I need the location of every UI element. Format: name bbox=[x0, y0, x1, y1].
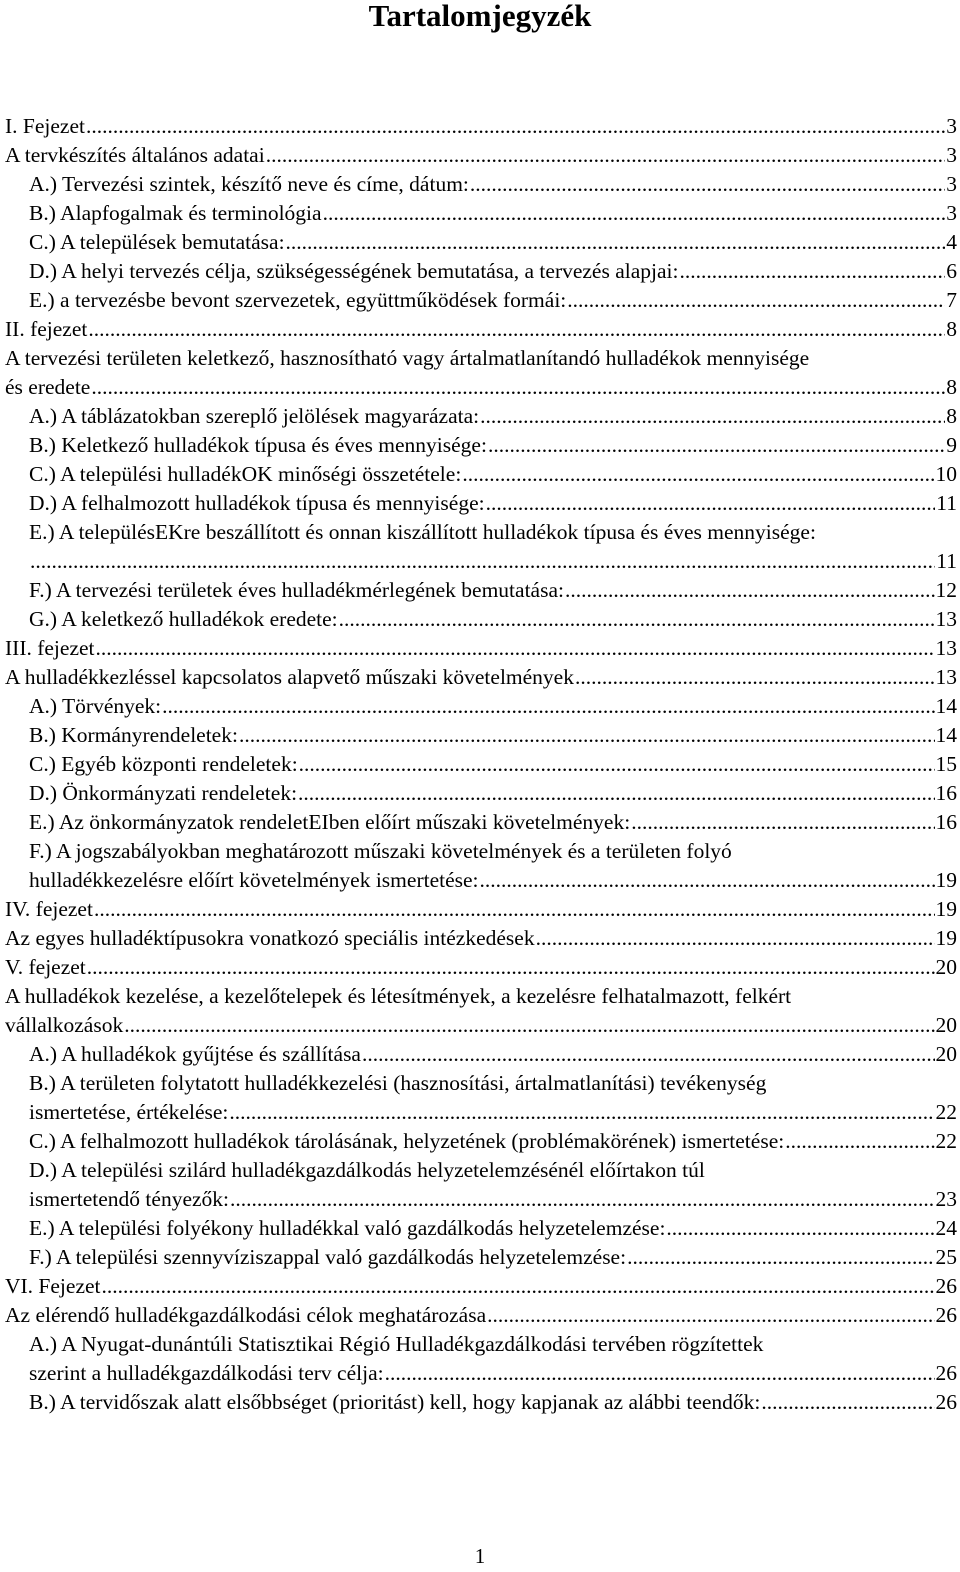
toc-entry-page: 8 bbox=[945, 315, 957, 344]
toc-entry-page: 9 bbox=[945, 431, 957, 460]
toc-entry-page: 3 bbox=[945, 112, 957, 141]
toc-entry-title: E.) a tervezésbe bevont szervezetek, együttműködések formái: ..... bbox=[29, 288, 566, 312]
toc-entry-title: A.) A Nyugat-dunántúli Statisztikai Régió Hulladékgazdálkodási tervében rögzítettek bbox=[29, 1332, 764, 1356]
toc-entry-title: A tervezési területen keletkező, hasznosítható vagy ártalmatlanítandó hulladékok mennyisége bbox=[5, 346, 810, 370]
toc-entry[interactable] bbox=[5, 1272, 957, 1301]
toc-entry-page: 25 bbox=[935, 1243, 958, 1272]
toc-entry-page: 3 bbox=[945, 141, 957, 170]
toc-entry[interactable] bbox=[5, 1040, 957, 1069]
toc-entry-page: 8 bbox=[945, 373, 957, 402]
toc-entry-title: A hulladékok kezelése, a kezelőtelepek és létesítmények, a kezelésre felhatalmazott, felkért bbox=[5, 984, 792, 1008]
toc-entry-page: 20 bbox=[935, 1040, 958, 1069]
toc-entry-title: III. fejezet ..... bbox=[5, 636, 95, 660]
toc-entry-page: 22 bbox=[935, 1127, 958, 1156]
toc-entry-title: B.) A tervidőszak alatt elsőbbséget (prioritást) kell, hogy kapjanak az alábbi teendők: ..... bbox=[29, 1390, 760, 1414]
toc-entry-page: 14 bbox=[935, 721, 958, 750]
toc-entry-title-end: és eredete ..... bbox=[5, 375, 90, 399]
toc-entry-title-end: ismertetendő tényezők: ..... bbox=[29, 1187, 229, 1211]
toc-entry-title: A.) Tervezési szintek, készítő neve és címe, dátum: ..... bbox=[29, 172, 469, 196]
toc-entry-page: 7 bbox=[945, 286, 957, 315]
toc-entry-title: B.) A területen folytatott hulladékkezelési (hasznosítási, ártalmatlanítási) tevékenység bbox=[29, 1071, 767, 1095]
toc-entry[interactable] bbox=[5, 982, 957, 1040]
toc-entry-page: 26 bbox=[935, 1388, 958, 1417]
toc-entry-title: Az elérendő hulladékgazdálkodási célok meghatározása ..... bbox=[5, 1303, 486, 1327]
toc-entry[interactable] bbox=[5, 663, 957, 692]
toc-entry-title: I. Fejezet ..... bbox=[5, 114, 85, 138]
toc-entry-title: C.) A felhalmozott hulladékok tárolásának, helyzetének (problémakörének) ismertetése: ..... bbox=[29, 1129, 784, 1153]
toc-entry-title: Az egyes hulladéktípusokra vonatkozó speciális intézkedések ..... bbox=[5, 926, 535, 950]
toc-entry-title: A.) A hulladékok gyűjtése és szállítása ..... bbox=[29, 1042, 361, 1066]
toc-entry-page: 15 bbox=[935, 750, 958, 779]
toc-entry[interactable] bbox=[5, 170, 957, 199]
toc-entry[interactable] bbox=[5, 924, 957, 953]
toc-entry[interactable] bbox=[5, 895, 957, 924]
toc-entry-title-end: ismertetése, értékelése: ..... bbox=[29, 1100, 228, 1124]
toc-entry[interactable] bbox=[5, 286, 957, 315]
toc-entry-title: A tervkészítés általános adatai ..... bbox=[5, 143, 265, 167]
toc-entry-title: C.) A települések bemutatása: ..... bbox=[29, 230, 285, 254]
toc-entry-page: 10 bbox=[935, 460, 958, 489]
table-of-contents bbox=[5, 112, 957, 1417]
toc-entry-title-end: szerint a hulladékgazdálkodási terv célja: ..... bbox=[29, 1361, 384, 1385]
toc-entry-title: A hulladékkezléssel kapcsolatos alapvető műszaki követelmények ..... bbox=[5, 665, 574, 689]
toc-entry[interactable] bbox=[5, 489, 957, 518]
toc-entry[interactable] bbox=[5, 518, 957, 576]
toc-entry-title: F.) A jogszabályokban meghatározott műszaki követelmények és a területen folyó bbox=[29, 839, 732, 863]
toc-entry[interactable] bbox=[5, 344, 957, 402]
toc-entry[interactable] bbox=[5, 953, 957, 982]
toc-entry[interactable] bbox=[5, 1330, 957, 1388]
toc-entry-page: 26 bbox=[935, 1272, 958, 1301]
toc-entry[interactable] bbox=[5, 199, 957, 228]
toc-entry-title-end: hulladékkezelésre előírt követelmények ismertetése: ..... bbox=[29, 868, 479, 892]
toc-entry-title: V. fejezet ..... bbox=[5, 955, 86, 979]
toc-entry-title: VI. Fejezet ..... bbox=[5, 1274, 101, 1298]
toc-entry-title: A.) A táblázatokban szereplő jelölések magyarázata: ..... bbox=[29, 404, 479, 428]
toc-entry-page: 16 bbox=[935, 808, 958, 837]
toc-entry-title: II. fejezet ..... bbox=[5, 317, 87, 341]
toc-entry-page: 26 bbox=[935, 1359, 958, 1388]
toc-entry-title: D.) A helyi tervezés célja, szükségességének bemutatása, a tervezés alapjai: ..... bbox=[29, 259, 679, 283]
toc-entry-page: 13 bbox=[935, 663, 958, 692]
toc-entry[interactable] bbox=[5, 750, 957, 779]
toc-entry[interactable] bbox=[5, 605, 957, 634]
toc-entry[interactable] bbox=[5, 141, 957, 170]
toc-entry-page: 19 bbox=[935, 924, 958, 953]
toc-entry-page: 12 bbox=[935, 576, 958, 605]
toc-entry-page: 20 bbox=[935, 953, 958, 982]
toc-entry-page: 23 bbox=[935, 1185, 958, 1214]
toc-entry-page: 16 bbox=[935, 779, 958, 808]
toc-entry[interactable] bbox=[5, 460, 957, 489]
toc-entry-title: B.) Alapfogalmak és terminológia ..... bbox=[29, 201, 322, 225]
toc-entry[interactable] bbox=[5, 721, 957, 750]
page-title: Tartalomjegyzék bbox=[368, 0, 592, 33]
toc-entry[interactable] bbox=[5, 112, 957, 141]
toc-entry-page: 26 bbox=[935, 1301, 958, 1330]
toc-entry-page: 8 bbox=[945, 402, 957, 431]
toc-entry-title: IV. fejezet ..... bbox=[5, 897, 93, 921]
toc-entry-title: D.) Önkormányzati rendeletek: ..... bbox=[29, 781, 297, 805]
toc-entry-page: 11 bbox=[935, 547, 957, 576]
toc-entry[interactable] bbox=[5, 402, 957, 431]
toc-entry[interactable] bbox=[5, 1243, 957, 1272]
toc-entry[interactable] bbox=[5, 1156, 957, 1214]
toc-entry[interactable] bbox=[5, 1388, 957, 1417]
toc-entry[interactable] bbox=[5, 1301, 957, 1330]
toc-entry-title: D.) A települési szilárd hulladékgazdálkodás helyzetelemzésénél előírtakon túl bbox=[29, 1158, 705, 1182]
toc-entry-title: D.) A felhalmozott hulladékok típusa és mennyisége: ..... bbox=[29, 491, 485, 515]
toc-entry-title: C.) Egyéb központi rendeletek: ..... bbox=[29, 752, 298, 776]
toc-entry-page: 3 bbox=[945, 199, 957, 228]
toc-entry-title: F.) A települési szennyvíziszappal való gazdálkodás helyzetelemzése: ..... bbox=[29, 1245, 626, 1269]
toc-entry-title: E.) A települési folyékony hulladékkal való gazdálkodás helyzetelemzése: ..... bbox=[29, 1216, 665, 1240]
toc-entry-page: 4 bbox=[945, 228, 957, 257]
toc-entry[interactable] bbox=[5, 837, 957, 895]
toc-entry[interactable] bbox=[5, 808, 957, 837]
toc-entry-page: 13 bbox=[935, 634, 958, 663]
toc-entry-page: 3 bbox=[945, 170, 957, 199]
toc-entry-title-end: vállalkozások ..... bbox=[5, 1013, 123, 1037]
toc-entry[interactable] bbox=[5, 431, 957, 460]
toc-entry-title: G.) A keletkező hulladékok eredete: ..... bbox=[29, 607, 338, 631]
toc-entry-title: A.) Törvények: ..... bbox=[29, 694, 161, 718]
toc-entry-title: E.) A településEKre beszállított és onnan kiszállított hulladékok típusa és éves mennyisége: bbox=[29, 520, 816, 544]
toc-entry[interactable] bbox=[5, 1069, 957, 1127]
toc-entry-page: 13 bbox=[935, 605, 958, 634]
toc-entry-page: 11 bbox=[935, 489, 957, 518]
toc-entry-title: C.) A települési hulladékOK minőségi összetétele: ..... bbox=[29, 462, 461, 486]
toc-entry-title: F.) A tervezési területek éves hulladékmérlegének bemutatása: ..... bbox=[29, 578, 564, 602]
toc-entry-title: B.) Kormányrendeletek: ..... bbox=[29, 723, 238, 747]
toc-entry-title: E.) Az önkormányzatok rendeletEIben előírt műszaki követelmények: ..... bbox=[29, 810, 630, 834]
toc-entry[interactable] bbox=[5, 779, 957, 808]
toc-entry[interactable] bbox=[5, 1127, 957, 1156]
toc-entry-title: B.) Keletkező hulladékok típusa és éves mennyisége: ..... bbox=[29, 433, 487, 457]
page-number: 1 bbox=[474, 1544, 486, 1568]
toc-entry-page: 22 bbox=[935, 1098, 958, 1127]
toc-entry[interactable] bbox=[5, 315, 957, 344]
toc-entry-page: 6 bbox=[945, 257, 957, 286]
toc-entry-page: 19 bbox=[935, 866, 958, 895]
toc-entry[interactable] bbox=[5, 257, 957, 286]
toc-entry-page: 14 bbox=[935, 692, 958, 721]
toc-entry-page: 19 bbox=[935, 895, 958, 924]
toc-entry[interactable] bbox=[5, 634, 957, 663]
toc-entry-page: 20 bbox=[935, 1011, 958, 1040]
toc-entry[interactable] bbox=[5, 228, 957, 257]
toc-entry[interactable] bbox=[5, 576, 957, 605]
toc-entry[interactable] bbox=[5, 1214, 957, 1243]
toc-entry-page: 24 bbox=[935, 1214, 958, 1243]
toc-entry[interactable] bbox=[5, 692, 957, 721]
